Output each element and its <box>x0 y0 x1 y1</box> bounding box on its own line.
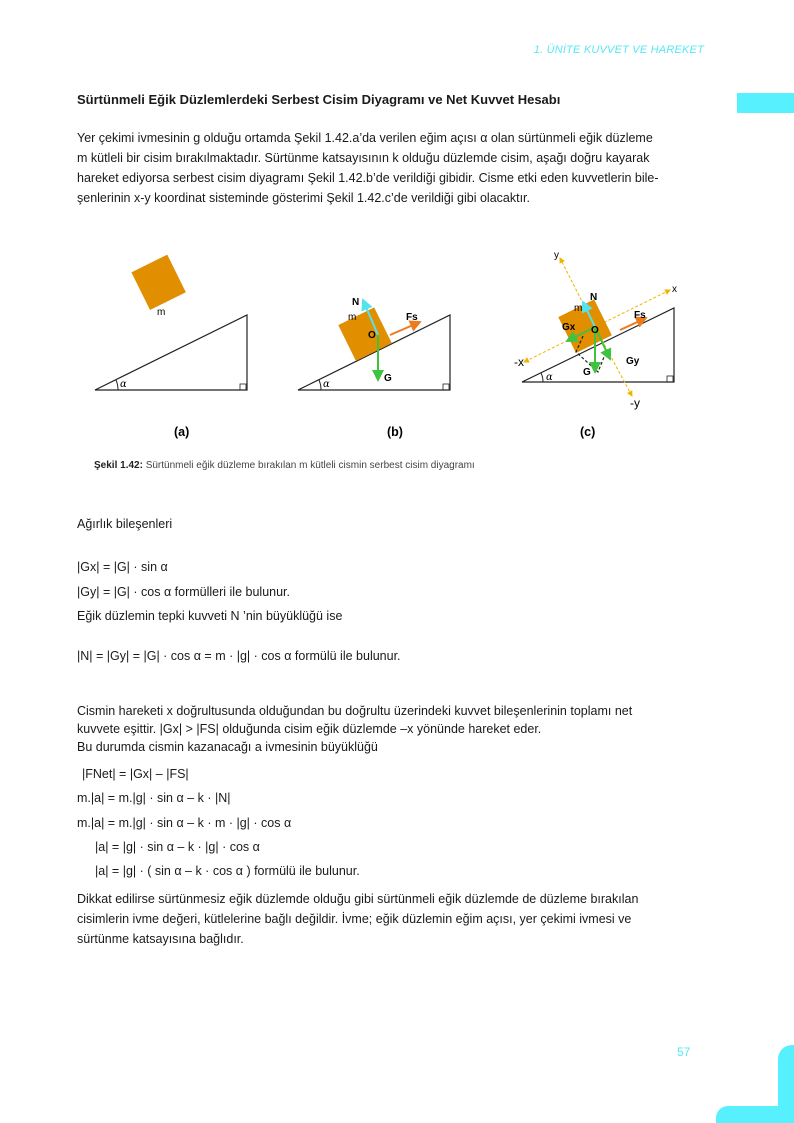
friction-label-b: Fs <box>406 312 418 323</box>
equation-gy: |Gy| = |G| · cos α formülleri ile bulunur. <box>77 585 290 599</box>
motion-line: kuvvete eşittir. |Gx| > |FS| olduğunda cisim eğik düzlemde –x yönünde hareket eder. <box>77 722 542 736</box>
section-tab-marker <box>737 93 794 113</box>
neg-x-label: -x <box>514 355 524 369</box>
caption-label: Şekil 1.42: <box>94 460 143 471</box>
unit-header: 1. ÜNİTE KUVVET VE HAREKET <box>533 44 704 56</box>
block-a <box>131 255 185 310</box>
figure-caption <box>94 460 475 471</box>
intro-line: hareket ediyorsa serbest cisim diyagramı Şekil 1.42.b’de verildiği gibidir. Cisme etki eden kuvvetlerin bile- <box>77 171 659 185</box>
equation-fnet: |FNet| = |Gx| – |FS| <box>82 767 189 781</box>
mass-label-b: m <box>348 312 357 323</box>
alpha-label-b: α <box>323 379 330 390</box>
block-b <box>338 307 392 361</box>
angle-arc-c <box>541 373 543 382</box>
figure-label-c: (c) <box>580 425 596 439</box>
y-label: y <box>554 250 559 261</box>
normal-intro: Eğik düzlemin tepki kuvveti N ’nin büyüklüğü ise <box>77 609 343 623</box>
origin-label-b: O <box>368 330 376 341</box>
page-number: 57 <box>677 1045 691 1059</box>
neg-y-label: -y <box>630 396 640 410</box>
motion-paragraph <box>77 702 702 756</box>
intro-line: m kütleli bir cisim bırakılmaktadır. Sürtünme katsayısının k olduğu düzlemde cisim, aşağı doğru kayarak <box>77 151 650 165</box>
alpha-label-a: α <box>120 379 127 390</box>
gx-label-c: Gx <box>562 322 576 333</box>
equation-ma-2: m.|a| = m.|g| · sin α – k · m · |g| · cos α <box>77 816 292 830</box>
equation-a-2: |a| = |g| · ( sin α – k · cos α ) formülü ile bulunur. <box>95 864 360 878</box>
figure-c <box>514 250 677 439</box>
x-label: x <box>672 284 677 295</box>
angle-arc-b <box>319 380 321 390</box>
conclusion-line: cisimlerin ivme değeri, kütlelerine bağlı değildir. İvme; eğik düzlemin eğim açısı, yer çekimi ivmesi ve <box>77 912 632 926</box>
section-title: Sürtünmeli Eğik Düzlemlerdeki Serbest Cisim Diyagramı ve Net Kuvvet Hesabı <box>77 92 561 107</box>
friction-arrow-b <box>390 322 420 335</box>
figure-a <box>95 255 247 439</box>
right-angle-a <box>240 384 246 390</box>
intro-line: Yer çekimi ivmesinin g olduğu ortamda Şekil 1.42.a’da verilen eğim açısı α olan sürtünmeli eğik düzleme <box>77 131 653 145</box>
conclusion-line: sürtünme katsayısına bağlıdır. <box>77 932 244 946</box>
normal-label-b: N <box>352 297 360 308</box>
page-corner-decoration-bottom <box>716 1106 794 1123</box>
figure-label-a: (a) <box>174 425 190 439</box>
mass-label-c: m <box>574 303 583 314</box>
conclusion-paragraph <box>77 889 702 949</box>
angle-arc-a <box>116 380 118 390</box>
right-angle-b <box>443 384 449 390</box>
weight-label-c: G <box>583 367 591 378</box>
conclusion-line: Dikkat edilirse sürtünmesiz eğik düzlemde olduğu gibi sürtünmeli eğik düzlemde de düzleme bırakılan <box>77 892 639 906</box>
equation-ma-1: m.|a| = m.|g| · sin α – k · |N| <box>77 791 231 805</box>
origin-label-c: O <box>591 325 599 336</box>
motion-line: Bu durumda cismin kazanacağı a ivmesinin büyüklüğü <box>77 740 378 754</box>
intro-line: şenlerinin x-y koordinat sisteminde gösterimi Şekil 1.42.c’de verildiği gibi olacaktır. <box>77 191 530 205</box>
equation-gx: |Gx| = |G| · sin α <box>77 560 168 574</box>
gy-label-c: Gy <box>626 356 640 367</box>
incline-a <box>95 315 247 390</box>
intro-paragraph <box>77 128 702 208</box>
figure-label-b: (b) <box>387 425 403 439</box>
right-angle-c <box>667 376 673 382</box>
x-axis <box>595 290 670 327</box>
mass-label-a: m <box>157 307 166 318</box>
caption-text: Sürtünmeli eğik düzleme bırakılan m kütleli cismin serbest cisim diyagramı <box>142 460 475 471</box>
weight-label-b: G <box>384 373 392 384</box>
normal-label-c: N <box>590 292 598 303</box>
friction-label-c: Fs <box>634 310 646 321</box>
equation-a-1: |a| = |g| · sin α – k · |g| · cos α <box>95 840 260 854</box>
equation-normal: |N| = |Gy| = |G| · cos α = m · |g| · cos α formülü ile bulunur. <box>77 649 401 663</box>
motion-line: Cismin hareketi x doğrultusunda olduğundan bu doğrultu üzerindeki kuvvet bileşenlerinin toplamı net <box>77 704 633 718</box>
figure-b <box>298 297 450 439</box>
figure-1-42 <box>80 240 700 445</box>
weight-components-heading: Ağırlık bileşenleri <box>77 517 173 531</box>
alpha-label-c: α <box>546 372 553 383</box>
